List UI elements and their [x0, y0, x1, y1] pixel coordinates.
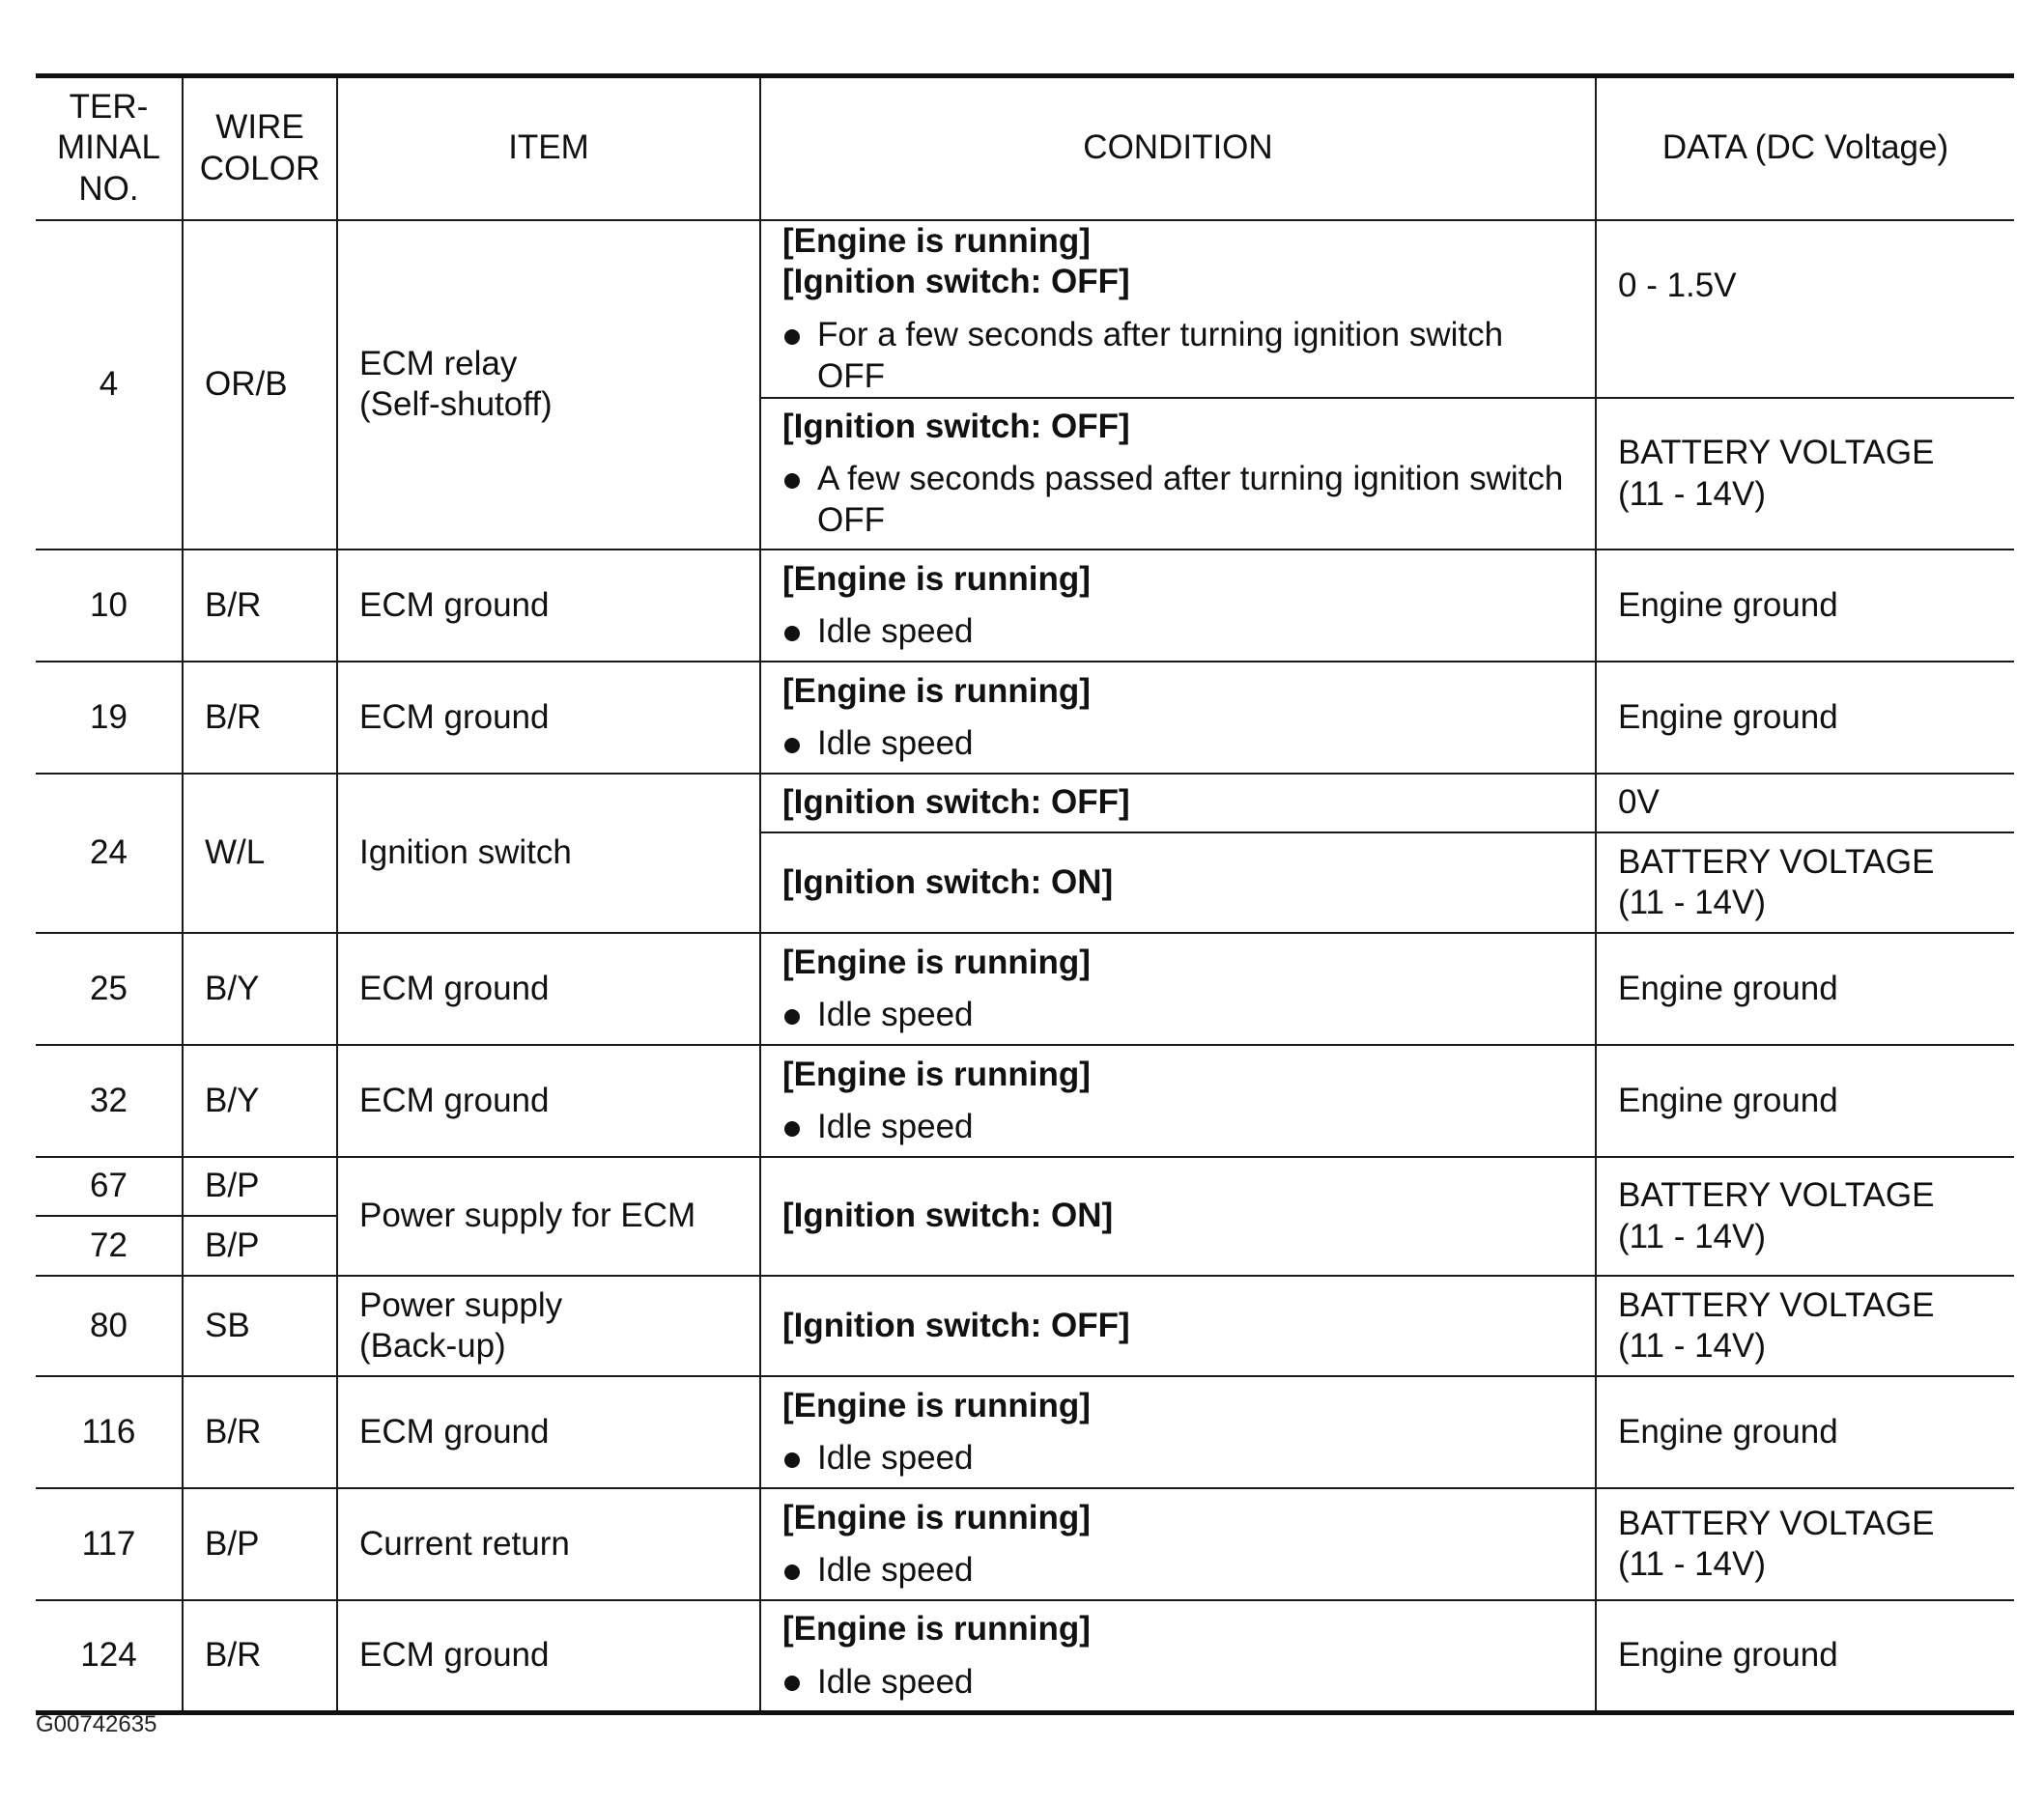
data-line: (11 - 14V) [1618, 884, 1767, 922]
item-cell: Ignition switch [337, 774, 760, 933]
condition-heading: [Engine is running] [782, 1386, 1091, 1424]
table-row [36, 774, 2014, 832]
condition-heading: [Engine is running] [782, 671, 1091, 710]
item-line: ECM relay [359, 344, 518, 382]
ecm-terminal-table [36, 73, 2014, 1715]
condition-cell [760, 550, 1596, 662]
table-row [36, 933, 2014, 1045]
condition-heading: [Ignition switch: OFF] [782, 407, 1130, 445]
wire-color-cell: B/R [183, 550, 337, 662]
condition-heading: [Ignition switch: ON] [782, 862, 1114, 901]
data-cell [1596, 832, 2014, 933]
item-line: (Self-shutoff) [359, 385, 553, 424]
condition-bullet-text: Idle speed [817, 1108, 974, 1146]
condition-cell [760, 1045, 1596, 1157]
condition-cell [760, 832, 1596, 933]
item-cell: Current return [337, 1488, 760, 1600]
wire-color-cell: B/R [183, 1600, 337, 1712]
condition-cell [760, 933, 1596, 1045]
data-cell: Engine ground [1596, 662, 2014, 774]
wire-color-cell: B/R [183, 1376, 337, 1488]
condition-bullet [782, 459, 1574, 541]
header-terminal-line: NO. [78, 170, 139, 209]
condition-cell [760, 1600, 1596, 1712]
data-line: (11 - 14V) [1618, 1545, 1767, 1584]
condition-cell [760, 662, 1596, 774]
terminal-cell: 116 [36, 1376, 183, 1488]
condition-bullet-text: Idle speed [817, 724, 974, 763]
condition-bullet [782, 995, 1574, 1036]
header-terminal-line: MINAL [57, 128, 160, 167]
header-wire-color [183, 76, 337, 220]
wire-color-cell: B/Y [183, 1045, 337, 1157]
bullet-icon [784, 1452, 800, 1468]
wire-color-cell: B/R [183, 662, 337, 774]
data-cell: 0 - 1.5V [1596, 220, 2014, 399]
data-line: BATTERY VOLTAGE [1618, 1176, 1935, 1215]
wire-color-cell: W/L [183, 774, 337, 933]
table-row [36, 1376, 2014, 1488]
data-cell [1596, 398, 2014, 550]
data-cell: 0V [1596, 774, 2014, 832]
condition-bullet-text: A few seconds passed after turning ignition switch [817, 460, 1564, 498]
item-cell: ECM ground [337, 1045, 760, 1157]
data-cell: Engine ground [1596, 1376, 2014, 1488]
bullet-icon [784, 1121, 800, 1137]
wire-color-cell: SB [183, 1276, 337, 1376]
header-row [36, 76, 2014, 220]
item-cell [337, 220, 760, 550]
figure-id: G00742635 [36, 1711, 157, 1737]
condition-bullet-text: OFF [817, 501, 885, 540]
terminal-cell: 10 [36, 550, 183, 662]
terminal-cell: 32 [36, 1045, 183, 1157]
condition-heading: [Engine is running] [782, 221, 1091, 260]
terminal-cell: 117 [36, 1488, 183, 1600]
condition-bullet [782, 1438, 1574, 1480]
item-cell: ECM ground [337, 662, 760, 774]
item-cell [337, 1276, 760, 1376]
header-wire-line: COLOR [199, 149, 321, 187]
condition-heading: [Engine is running] [782, 1609, 1091, 1648]
condition-cell [760, 1157, 1596, 1276]
condition-bullet-text: Idle speed [817, 612, 974, 651]
data-line: (11 - 14V) [1618, 474, 1767, 513]
data-cell: Engine ground [1596, 933, 2014, 1045]
condition-bullet-text: Idle speed [817, 1662, 974, 1701]
condition-heading: [Ignition switch: ON] [782, 1197, 1114, 1235]
terminal-cell: 80 [36, 1276, 183, 1376]
table-row [36, 1045, 2014, 1157]
condition-cell [760, 1376, 1596, 1488]
bullet-icon [784, 473, 800, 489]
terminal-cell: 67 [36, 1157, 183, 1216]
condition-bullet-text: For a few seconds after turning ignition switch OFF [817, 315, 1504, 395]
condition-bullet [782, 315, 1574, 397]
table-row [36, 1600, 2014, 1712]
header-terminal-no [36, 76, 183, 220]
data-line: BATTERY VOLTAGE [1618, 1504, 1935, 1542]
item-cell: ECM ground [337, 1600, 760, 1712]
condition-heading: [Engine is running] [782, 559, 1091, 598]
data-line: BATTERY VOLTAGE [1618, 842, 1935, 881]
condition-bullet [782, 1107, 1574, 1148]
condition-heading: [Engine is running] [782, 1055, 1091, 1093]
wire-color-cell: B/Y [183, 933, 337, 1045]
data-cell: Engine ground [1596, 1045, 2014, 1157]
condition-heading: [Ignition switch: OFF] [782, 263, 1130, 301]
condition-cell [760, 1276, 1596, 1376]
table-row [36, 1157, 2014, 1216]
item-cell: Power supply for ECM [337, 1157, 760, 1276]
bullet-icon [784, 1009, 800, 1025]
bullet-icon [784, 738, 800, 753]
bullet-icon [784, 1676, 800, 1691]
terminal-cell: 24 [36, 774, 183, 933]
data-line: (11 - 14V) [1618, 1217, 1767, 1255]
table-row [36, 550, 2014, 662]
header-terminal-line: TER- [69, 87, 149, 126]
condition-cell [760, 220, 1596, 399]
condition-bullet [782, 1550, 1574, 1592]
table-row [36, 662, 2014, 774]
header-data: DATA (DC Voltage) [1596, 76, 2014, 220]
terminal-cell: 4 [36, 220, 183, 550]
table-row [36, 220, 2014, 399]
condition-heading: [Ignition switch: OFF] [782, 1306, 1130, 1344]
table-row [36, 1488, 2014, 1600]
data-cell: Engine ground [1596, 550, 2014, 662]
condition-bullet-text: Idle speed [817, 1439, 974, 1478]
wire-color-cell: B/P [183, 1157, 337, 1216]
item-line: (Back-up) [359, 1327, 506, 1366]
item-cell: ECM ground [337, 550, 760, 662]
table-row [36, 1276, 2014, 1376]
data-cell [1596, 1488, 2014, 1600]
terminal-cell: 72 [36, 1216, 183, 1276]
data-line: (11 - 14V) [1618, 1327, 1767, 1366]
terminal-cell: 124 [36, 1600, 183, 1712]
header-item: ITEM [337, 76, 760, 220]
condition-cell [760, 1488, 1596, 1600]
data-cell [1596, 1276, 2014, 1376]
condition-bullet [782, 723, 1574, 765]
bullet-icon [784, 329, 800, 345]
item-cell: ECM ground [337, 933, 760, 1045]
bullet-icon [784, 1564, 800, 1580]
condition-heading: [Engine is running] [782, 943, 1091, 981]
bullet-icon [784, 626, 800, 641]
condition-cell [760, 398, 1596, 550]
condition-bullet [782, 1662, 1574, 1704]
condition-heading: [Engine is running] [782, 1498, 1091, 1536]
wire-color-cell: B/P [183, 1488, 337, 1600]
condition-bullet-text: Idle speed [817, 1551, 974, 1590]
wire-color-cell: B/P [183, 1216, 337, 1276]
data-line: BATTERY VOLTAGE [1618, 1285, 1935, 1324]
header-condition: CONDITION [760, 76, 1596, 220]
condition-heading: [Ignition switch: OFF] [782, 783, 1130, 822]
terminal-cell: 19 [36, 662, 183, 774]
condition-bullet [782, 611, 1574, 653]
condition-cell [760, 774, 1596, 832]
item-cell: ECM ground [337, 1376, 760, 1488]
data-line: BATTERY VOLTAGE [1618, 434, 1935, 472]
wire-color-cell: OR/B [183, 220, 337, 550]
terminal-cell: 25 [36, 933, 183, 1045]
item-line: Power supply [359, 1285, 563, 1324]
header-wire-line: WIRE [215, 108, 304, 147]
condition-bullet-text: Idle speed [817, 996, 974, 1034]
data-cell: Engine ground [1596, 1600, 2014, 1712]
data-cell [1596, 1157, 2014, 1276]
